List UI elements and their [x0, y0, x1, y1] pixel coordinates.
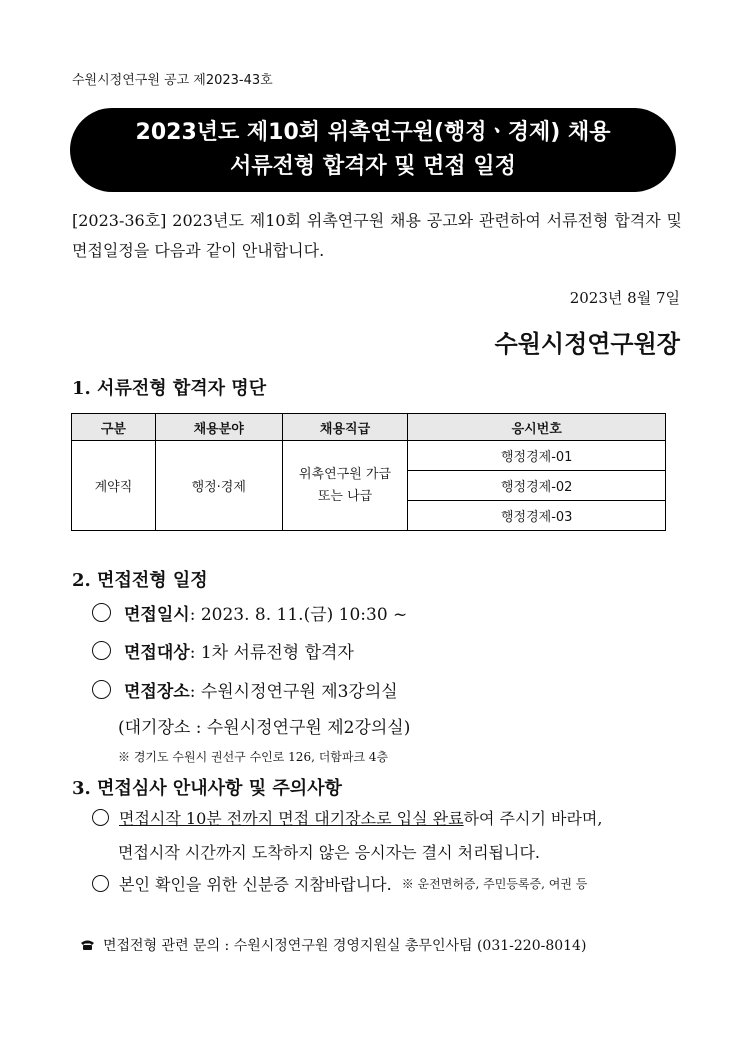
contact-text: 면접전형 관련 문의 : 수원시정연구원 경영지원실 총무인사팀 (031-220-8014): [103, 938, 587, 954]
circle-bullet-icon: [92, 641, 111, 660]
schedule-item-place: [92, 677, 398, 702]
title-line-2: 서류전형 합격자 및 면접 일정: [230, 154, 516, 179]
intro-paragraph: [2023-36호] 2023년도 제10회 위촉연구원 채용 공고와 관련하여 서류전형 합격자 및 면접일정을 다음과 같이 안내합니다.: [72, 211, 682, 260]
schedule-item-target: [92, 638, 354, 663]
schedule-item-datetime: [92, 600, 407, 625]
id-note: ※ 운전면허증, 주민등록증, 여권 등: [401, 877, 588, 891]
table-header-row: [72, 414, 666, 441]
item-value: : 2023. 8. 11.(금) 10:30 ~: [189, 605, 408, 625]
applicant-table: [71, 413, 666, 531]
address-note: ※ 경기도 수원시 권선구 수인로 126, 더함파크 4층: [118, 750, 389, 764]
title-banner: [70, 108, 676, 192]
notice-text: 본인 확인을 위한 신분증 지참바랍니다.: [119, 875, 392, 894]
table-row: [72, 441, 666, 471]
header-number: 응시번호: [408, 414, 666, 441]
notice-item-2: [92, 872, 587, 895]
notice-item-1: [92, 806, 602, 829]
cell-number: 행정경제-03: [408, 501, 666, 531]
item-label: 면접대상: [124, 643, 190, 663]
circle-bullet-icon: [92, 875, 109, 892]
notice-text: 하여 주시기 바라며,: [463, 809, 603, 828]
waiting-room: (대기장소 : 수원시정연구원 제2강의실): [118, 718, 411, 738]
section-2-heading: 2. 면접전형 일정: [72, 570, 208, 591]
circle-bullet-icon: [92, 603, 111, 622]
phone-icon: [80, 939, 95, 951]
notice-date: 2023년 8월 7일: [569, 289, 680, 307]
item-label: 면접장소: [124, 682, 190, 702]
circle-bullet-icon: [92, 680, 111, 699]
cell-field: 행정·경제: [155, 441, 282, 531]
circle-bullet-icon: [92, 809, 109, 826]
underlined-text: 면접시작 10분 전까지 면접 대기장소로 입실 완료: [119, 809, 464, 828]
header-category: 구분: [72, 414, 156, 441]
contact-line: [80, 935, 586, 955]
cell-category: 계약직: [72, 441, 156, 531]
item-label: 면접일시: [124, 605, 190, 625]
notice-item-1-line-2: 면접시작 시간까지 도착하지 않은 응시자는 결시 처리됩니다.: [118, 843, 541, 862]
section-1-heading: 1. 서류전형 합격자 명단: [72, 378, 267, 399]
cell-rank: 위촉연구원 가급 또는 나급: [282, 441, 408, 531]
header-field: 채용분야: [155, 414, 282, 441]
item-value: : 1차 서류전형 합격자: [189, 643, 354, 663]
cell-number: 행정경제-02: [408, 471, 666, 501]
notice-number: 수원시정연구원 공고 제2023-43호: [72, 73, 273, 88]
cell-number: 행정경제-01: [408, 441, 666, 471]
section-3-heading: 3. 면접심사 안내사항 및 주의사항: [72, 778, 342, 799]
header-rank: 채용직급: [282, 414, 408, 441]
item-value: : 수원시정연구원 제3강의실: [189, 682, 398, 702]
title-line-1: 2023년도 제10회 위촉연구원(행정ㆍ경제) 채용: [135, 120, 611, 145]
issuer-name: 수원시정연구원장: [494, 329, 680, 358]
